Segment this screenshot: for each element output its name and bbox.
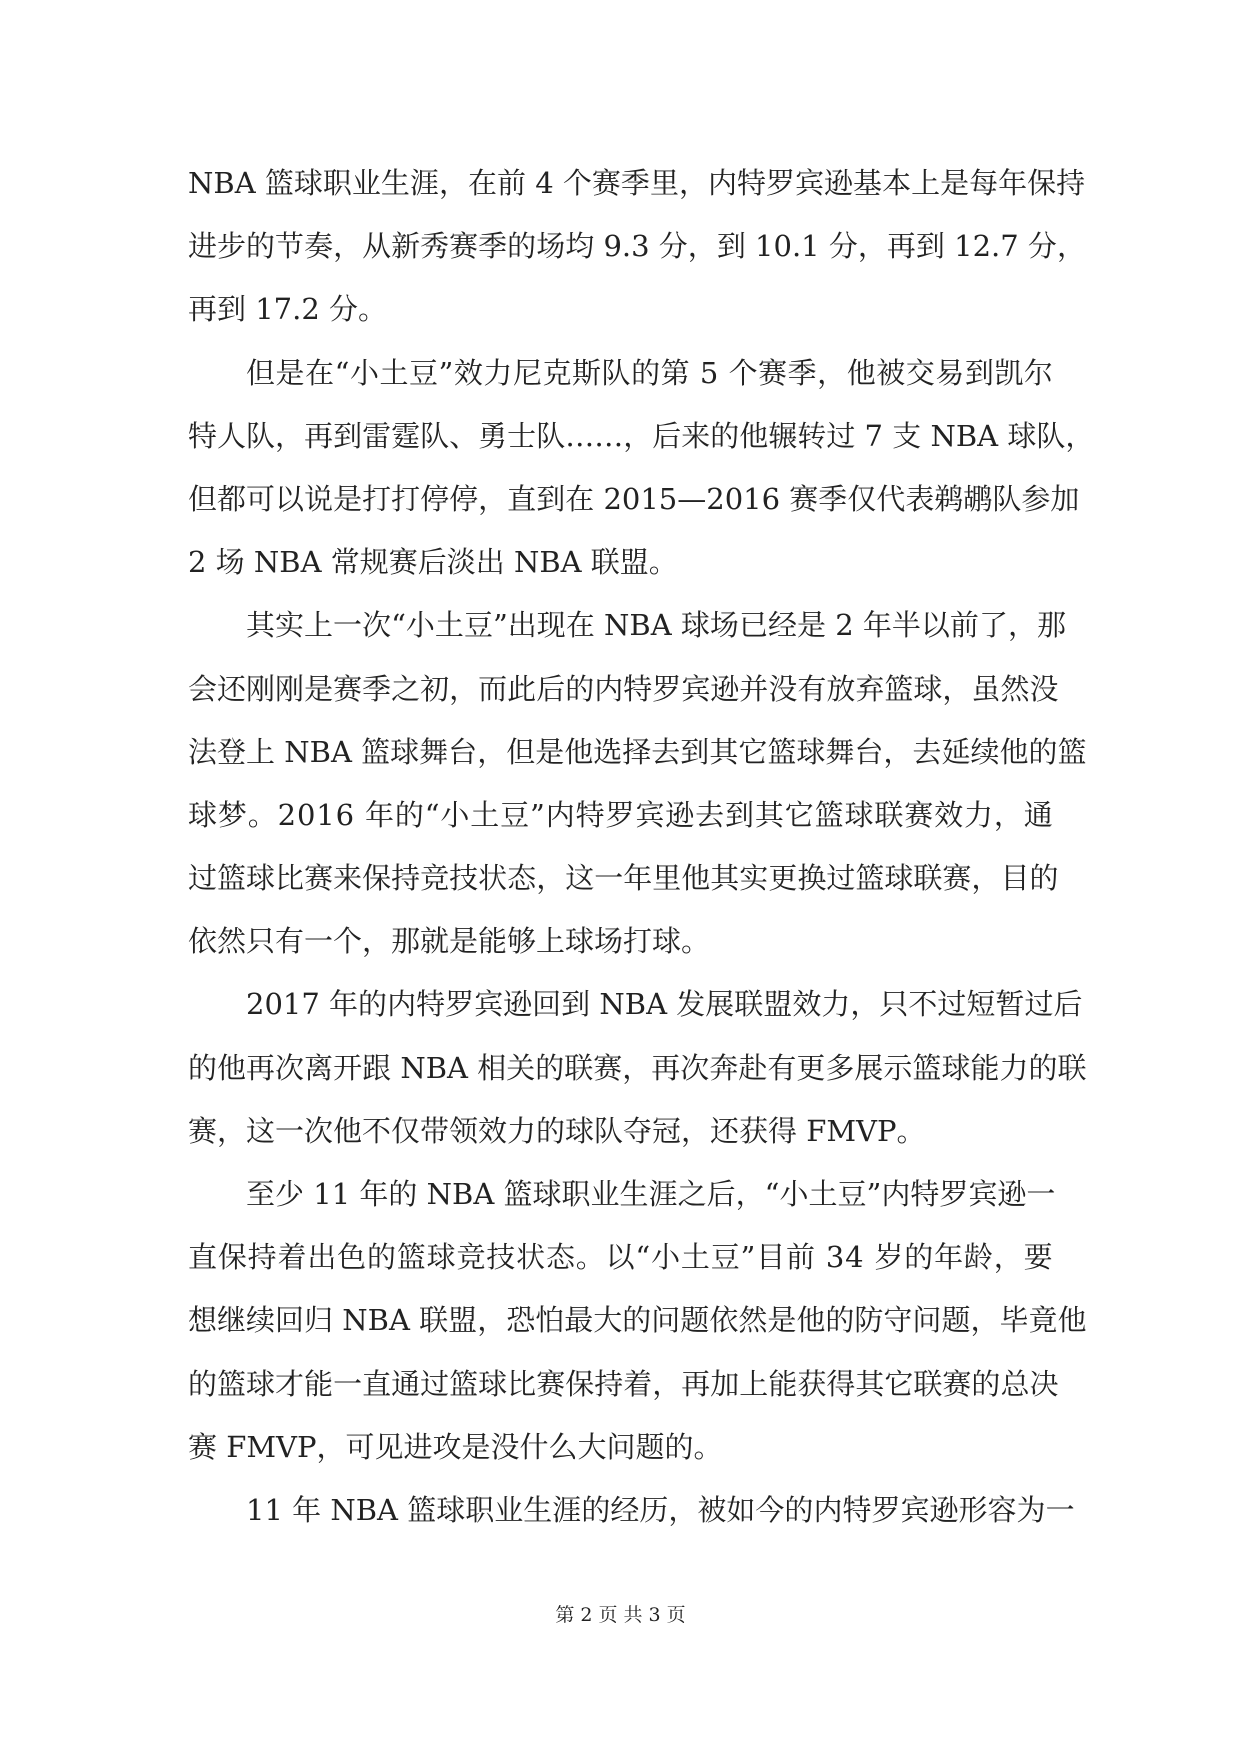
text-line: 赛，这一次他不仅带领效力的球队夺冠，还获得 FMVP。 <box>188 1113 926 1148</box>
paragraph-2 <box>188 342 1095 595</box>
text-line: 再到 17.2 分。 <box>188 292 388 327</box>
text-line: N B A 篮 球 职 业 生 涯 ， 在 前 4 个 赛 季 里 ， 内 特 罗 宾 逊 基 本 上 是 每 年 保 持 <box>188 166 1086 200</box>
document-body <box>188 152 1095 1542</box>
text-line: 会 还 刚 刚 是 赛 季 之 初 ， 而 此 后 的 内 特 罗 宾 逊 并 没 有 放 弃 篮 球 ， 虽 然 没 <box>188 671 1059 706</box>
text-line: 的 篮 球 才 能 一 直 通 过 篮 球 比 赛 保 持 着 ， 再 加 上 能 获 得 其 它 联 赛 的 总 决 <box>188 1366 1059 1401</box>
text-line: 依然只有一个，那就是能够上球场打球。 <box>188 924 711 959</box>
page-footer: 第 2 页 共 3 页 <box>555 1604 686 1626</box>
text-line: 但 是 在 “ 小 土 豆 ” 效 力 尼 克 斯 队 的 第 5 个 赛 季 ， 他 被 交 易 到 凯 尔 <box>246 355 1053 390</box>
text-line: 2 场 NBA 常规赛后淡出 NBA 联盟。 <box>188 545 678 580</box>
text-line: 特 人 队 ， 再 到 雷 霆 队 、 勇 士 队 … … ， 后 来 的 他 辗 转 过 7 支 N B A 球 队 ， <box>188 418 1095 453</box>
paragraph-6 <box>188 1479 1075 1542</box>
text-line: 过 篮 球 比 赛 来 保 持 竞 技 状 态 ， 这 一 年 里 他 其 实 更 换 过 篮 球 联 赛 ， 目 的 <box>188 861 1059 896</box>
text-line: 进 步 的 节 奏 ， 从 新 秀 赛 季 的 场 均 9 . 3 分 ， 到 1 0 . 1 分 ， 再 到 1 2 . 7 分 ， <box>188 229 1086 264</box>
paragraph-5 <box>188 1163 1087 1479</box>
text-line: 的 他 再 次 离 开 跟 N B A 相 关 的 联 赛 ， 再 次 奔 赴 有 更 多 展 示 篮 球 能 力 的 联 <box>188 1050 1087 1085</box>
text-line: 球 梦 。 2 0 1 6 年 的 “ 小 土 豆 ” 内 特 罗 宾 逊 去 到 其 它 篮 球 联 赛 效 力 ， 通 <box>188 797 1053 832</box>
paragraph-4 <box>188 973 1087 1163</box>
text-line: 2 0 1 7 年 的 内 特 罗 宾 逊 回 到 N B A 发 展 联 盟 效 力 ， 只 不 过 短 暂 过 后 <box>246 987 1083 1022</box>
text-line: 直 保 持 着 出 色 的 篮 球 竞 技 状 态 。 以 “ 小 土 豆 ” 目 前 3 4 岁 的 年 龄 ， 要 <box>188 1240 1053 1275</box>
paragraph-3 <box>188 594 1087 973</box>
text-line: 想 继 续 回 归 N B A 联 盟 ， 恐 怕 最 大 的 问 题 依 然 是 他 的 防 守 问 题 ， 毕 竟 他 <box>188 1303 1087 1338</box>
text-line: 1 1 年 N B A 篮 球 职 业 生 涯 的 经 历 ， 被 如 今 的 内 特 罗 宾 逊 形 容 为 一 <box>246 1492 1075 1527</box>
text-line: 至 少 1 1 年 的 N B A 篮 球 职 业 生 涯 之 后 ， “ 小 土 豆 ” 内 特 罗 宾 逊 一 <box>246 1177 1056 1211</box>
text-line: 法 登 上 N B A 篮 球 舞 台 ， 但 是 他 选 择 去 到 其 它 篮 球 舞 台 ， 去 延 续 他 的 篮 <box>188 734 1087 769</box>
text-line: 但 都 可 以 说 是 打 打 停 停 ， 直 到 在 2 0 1 5 — 2 0 1 6 赛 季 仅 代 表 鹈 鹕 队 参 加 <box>188 481 1080 516</box>
paragraph-1 <box>188 152 1086 342</box>
text-line: 赛 FMVP，可见进攻是没什么大问题的。 <box>188 1429 723 1464</box>
text-line: 其 实 上 一 次 “ 小 土 豆 ” 出 现 在 N B A 球 场 已 经 是 2 年 半 以 前 了 ， 那 <box>246 608 1066 643</box>
